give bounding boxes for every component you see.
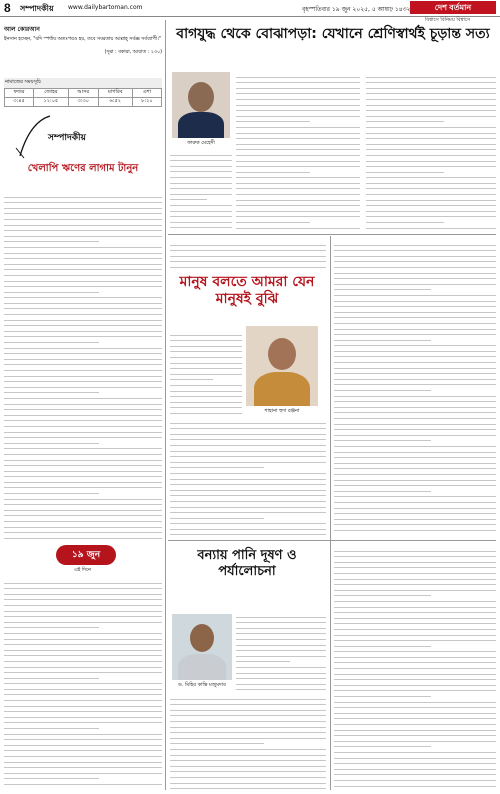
text-line: [170, 223, 232, 229]
quote-title: আল কোরআন: [4, 26, 40, 33]
prayer-time: ৩:৪৫: [5, 98, 34, 107]
prayer-title: নামাজের সময়সূচি: [4, 78, 162, 88]
article-3-title: বন্যায় পানি দূষণ ও পর্যালোচনা: [197, 548, 297, 579]
text-line: [4, 779, 162, 785]
article-3-body: [236, 612, 326, 692]
column-divider: [165, 20, 166, 790]
text-line: [4, 533, 162, 539]
article-1-body: [236, 72, 360, 232]
article-2-body: [170, 330, 242, 414]
author-name: ড. মিহির কান্তি মজুমদার: [178, 682, 226, 688]
text-line: [170, 784, 326, 790]
history-date: ১৯ জুন: [56, 545, 116, 565]
history-subtitle: এই দিনে: [74, 567, 92, 573]
author-photo: [246, 326, 318, 406]
history-box: [4, 543, 162, 573]
quote-text: ইনসান হচ্ছেন, "যদি স্পর্ধায় অতঃপরও হয়, তবে সবরতায় আল্লাহ্‌ সর্বজ্ঞ সর্বব্যাপী।": [4, 37, 161, 42]
article-1-title: বাগযুদ্ধ থেকে বোঝাপড়া: যেখানে শ্রেণিস্বার্থই চূড়ান্ত সত্য: [176, 26, 490, 42]
editorial-label-text: সম্পাদকীয়: [48, 133, 86, 143]
section-divider: [168, 540, 496, 541]
text-line: [366, 223, 496, 229]
article-2-body: [170, 418, 326, 536]
prayer-times: [4, 78, 162, 107]
author-name: শাহানা হুদা রঞ্জনা: [264, 408, 300, 414]
editorial-label: [10, 112, 150, 160]
prayer-header: মাগরিব: [98, 89, 132, 98]
article-1-body: [170, 150, 232, 232]
text-line: [236, 685, 326, 691]
logo-tagline: বিশ্বাসে বিনিময় বিশ্বাসে: [425, 17, 471, 23]
section-divider: [168, 234, 496, 235]
page-header: [0, 0, 500, 17]
author-name: ফারুক মেহেদী: [187, 140, 215, 146]
article-2-body: [334, 240, 496, 536]
author-photo: [172, 614, 232, 680]
text-line: [170, 262, 326, 268]
text-line: [334, 525, 496, 531]
history-list: [4, 578, 162, 790]
prayer-time: ৬:৫২: [98, 98, 132, 107]
text-line: [170, 530, 326, 536]
article-3-body: [334, 546, 496, 790]
quote-box: [4, 24, 162, 74]
prayer-table: [4, 88, 162, 107]
prayer-time: ৮:২০: [132, 98, 161, 107]
quote-reference: (সূরা : বকারা, আয়াত : ২৩০): [104, 50, 162, 55]
article-1-body: [366, 72, 496, 232]
text-line: [334, 781, 496, 787]
article-2-body: [170, 240, 326, 270]
text-line: [236, 223, 360, 229]
column-divider: [330, 236, 331, 790]
prayer-header: আসর: [68, 89, 98, 98]
prayer-time: ৩:৩০: [68, 98, 98, 107]
page-number: 8: [4, 1, 11, 15]
prayer-header: ফজর: [5, 89, 34, 98]
prayer-time: ১২:০৫: [34, 98, 69, 107]
prayer-header: এশা: [132, 89, 161, 98]
article-3-body: [170, 694, 326, 790]
editorial-body: [4, 192, 162, 540]
prayer-header: জোহর: [34, 89, 69, 98]
issue-date: বৃহস্পতিবার ১৯ জুন ২০২৫, ৫ আষাঢ় ১৪৩২: [302, 6, 411, 13]
text-line: [170, 408, 242, 414]
newspaper-logo: দেশ বর্তমান: [410, 1, 496, 14]
website-link[interactable]: www.dailybartoman.com: [68, 4, 143, 11]
section-title: সম্পাদকীয়: [20, 4, 54, 13]
article-2-title: মানুষ বলতে আমরা যেন মানুষই বুঝি: [179, 274, 315, 307]
editorial-title: খেলাপি ঋণের লাগাম টানুন: [27, 163, 139, 174]
author-photo: [172, 72, 230, 138]
